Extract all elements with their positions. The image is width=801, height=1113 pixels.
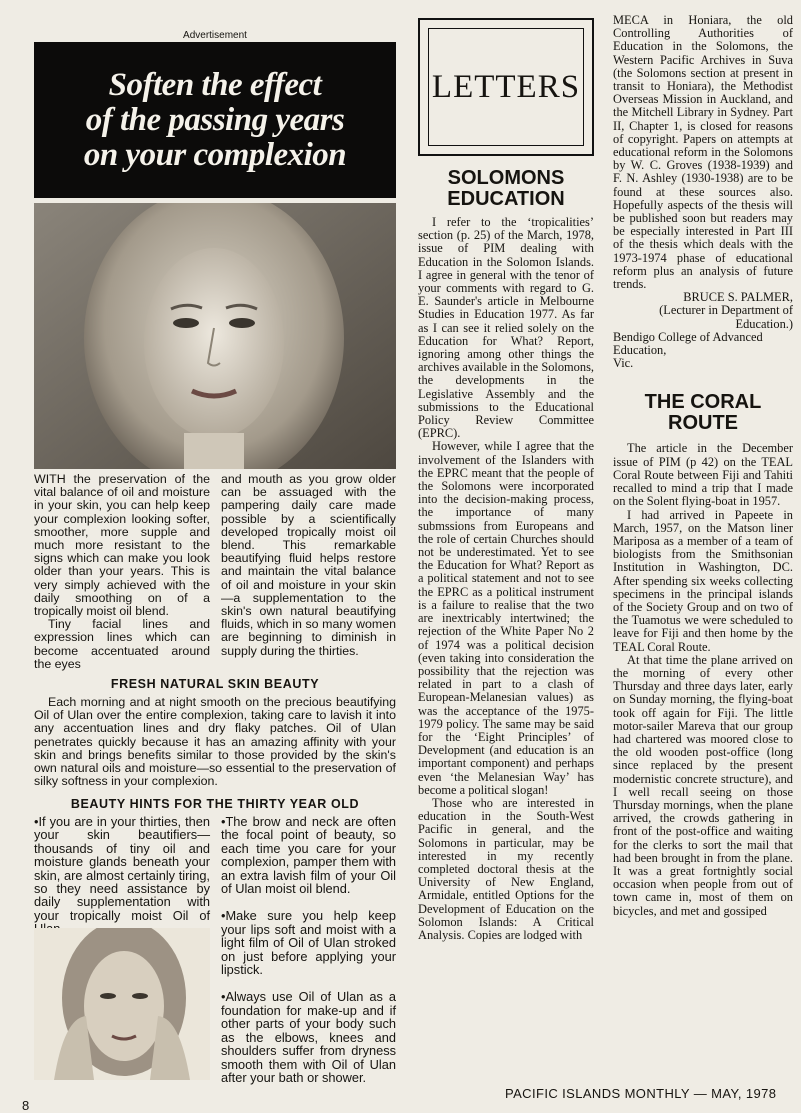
letter-signature-institution: Bendigo College of Advanced Education, bbox=[613, 329, 763, 358]
advert-subheading: BEAUTY HINTS FOR THE THIRTY YEAR OLD bbox=[70, 797, 360, 811]
advert-paragraph: Each morning and at night smooth on the precious beautifying Oil of Ulan over the entire complexion, taking care to lavish it into any accentuation lines and dry flaky patches. Oil of Ulan penetrates quickly because it has an amazing affinity with your skin and brings benefits similar to those provided by the skin's own natural oils and moisture—so essential to the preservation of silky softness in your complexion. bbox=[34, 695, 396, 789]
advert-intro-left bbox=[34, 473, 210, 671]
advert-paragraph: Tiny facial lines and expression lines which can become accentuated around the eyes bbox=[34, 617, 210, 671]
letter-paragraph: However, while I agree that the involvement of the Islanders with the EPRC meant that the people of the Solomons were incorporated into the decision-making process, the importance of many submssions from Europeans and the role of certain Churches should not be underestimated. Yet to see the Education for What? Report as a political statement and not to see the EPRC as a political instrument is a failure to realise that the two are inextricably intertwined; the rejection of the White Paper No 2 of 1974 was a political decision (even taking into consideration the possibility that the rejection was related in part to a clash of European-Melanesian values) as was the acceptance of the 1975-1979 policy. The same may be said for the ‘Eight Principles’ of Development (and education is an important component) and perhaps even ‘the Melanesian Way’ has become a political slogan! bbox=[418, 439, 594, 797]
advert-headline-banner bbox=[34, 42, 396, 198]
advert-hint: •The brow and neck are often the focal point of beauty, so each time you care for your complexion, pamper them with an extra lavish film of your Oil of Ulan moist oil blend. bbox=[221, 814, 396, 897]
woman-portrait-photo bbox=[34, 203, 396, 469]
letter-column-2 bbox=[613, 14, 793, 918]
advert-hint: •If you are in your thirties, then your skin beautifiers—thousands of tiny oil and moisture glands beneath your skin, are almost certainly tiring, so they need assistance by daily supplementation with your tropically moist Oil of bbox=[34, 814, 210, 923]
advert-hints-right bbox=[221, 815, 396, 1092]
advert-hint: •Make sure you help keep your lips soft and moist with a light film of Oil of Ulan stroked on just before applying your lipstick. bbox=[221, 908, 396, 978]
letter-signature-name: BRUCE S. PALMER, bbox=[683, 290, 793, 305]
advert-subheading: FRESH NATURAL SKIN BEAUTY bbox=[110, 677, 320, 691]
letter-paragraph: The article in the December issue of PIM (p 42) on the TEAL Coral Route between Fiji and Tahiti recalled to mind a trip that I made on the Solent flying-boat in 1957. bbox=[613, 441, 793, 509]
running-footer: PACIFIC ISLANDS MONTHLY — MAY, 1978 bbox=[505, 1086, 777, 1101]
page-number: 8 bbox=[22, 1098, 30, 1113]
letter-headline: SOLOMONS EDUCATION bbox=[447, 167, 565, 210]
letter-headline: THE CORAL ROUTE bbox=[644, 391, 762, 435]
letter-paragraph: I had arrived in Papeete in March, 1957, on the Matson liner Mariposa as a member of a team of biologists from the Smithsonian Institution in Washington, DC. After spending six weeks collecting specimens in the principal islands of the Society Group and on two of the Tuamotus we were scheduled to leave for Fiji and then home by the TEAL Coral Route. bbox=[613, 507, 793, 654]
letter-paragraph: MECA in Honiara, the old Controlling Authorities of Education in the Solomons, the Western Pacific Archives in Suva (the Solomons section at present in transit to Honiara), the Methodist Overseas Mission in Auckland, and the Mitchell Library in Sydney. Part II, Chapter 1, is closed for reasons of copyright. Papers on attempts at educational reform in the Solomons by W. C. Groves (1938-1939) and F. N. Ashley (1930-1938) are to be found at these sources also. Hopefully aspects of the thesis will be published soon but readers may be especially interested in Part III of the thesis which deals with the 1973-1974 phase of educational reform plus an analysis of future trends. bbox=[613, 13, 793, 292]
advert-intro-right bbox=[221, 473, 396, 658]
advert-headline-line: Soften the effect bbox=[108, 66, 322, 103]
advert-headline-line: of the passing years bbox=[85, 101, 345, 138]
letter-signature-title: (Lecturer in Department of Education.) bbox=[659, 303, 793, 331]
advert-paragraph: and mouth as you grow older can be assuaged with the pampering daily care made possible by a scientifically developed tropically moist oil blend. This remarkable beautifying fluid helps restore and maintain the vital balance of oil and moisture in your skin—a supplementation to the skin's own natural beautifying fluids, which in so many women are beginning to diminish in supply during the thirties. bbox=[221, 472, 396, 658]
letter-column-1 bbox=[418, 216, 594, 942]
letter-paragraph: Those who are interested in education in the South-West Pacific in general, and the Solomons in particular, may be interested in my recently completed doctoral thesis at the University of New England, Armidale, entitled Options for the Development of Education on the Solomon Islands: A Critical Analysis. Copies are lodged with bbox=[418, 795, 594, 942]
advert-hints-left bbox=[34, 815, 210, 944]
woman-applying-oil-photo bbox=[34, 928, 210, 1080]
letters-section-title: LETTERS bbox=[428, 28, 584, 146]
advert-hint: •Always use Oil of Ulan as a foundation for make-up and if other parts of your body such as the elbows, knees and shoulders suffer from dryness smooth them with Oil of Ulan after your bath or shower. bbox=[221, 989, 396, 1085]
letters-section-box bbox=[418, 18, 594, 156]
letter-paragraph: I refer to the ‘tropicalities’ section (p. 25) of the March, 1978, issue of PIM dealing with Education in the Solomon Islands. I agree in general with the tenor of your comments with regard to G. E. Saunder's article in Melbourne Studies in Education 1977. As far as I can see it relied solely on the Education for What? Report, ignoring among other things the archives available in the Solomons, the developments in the Legislative Assembly and the submissions to the Educational Policy Review Committee (EPRC). bbox=[418, 215, 594, 441]
letter-signature-place: Vic. bbox=[613, 356, 634, 371]
advert-paragraph: WITH the preservation of the vital balance of oil and moisture in your skin, you can help keep your complexion looking softer, smoother, more supple and much more resistant to the signs which can make you look older than your years. This is very simply achieved with the daily smoothing on of a tropically moist oil blend. bbox=[34, 472, 210, 619]
letter-paragraph: At that time the plane arrived on the morning of every other Thursday and three days later, early on Sunday morning, the flying-boat took off again for Fiji. The little motor-sailer Mareva that our group had chartered was moored close to the old wooden post-office (long since replaced by the present modernistic concrete structure), and I well recall seeing on those Thursday mornings, when the plane arrived, the crowds gathering in front of the post-office and waiting for the clerks to sort the mail that had been brought in from the plane. It was a great fortnightly social occasion when people from out of town came in, most of them on bicycles, and met and gossiped bbox=[613, 652, 793, 918]
advert-headline-line: on your complexion bbox=[83, 136, 347, 173]
advertisement-label: Advertisement bbox=[183, 30, 247, 41]
advert-body bbox=[34, 696, 396, 788]
